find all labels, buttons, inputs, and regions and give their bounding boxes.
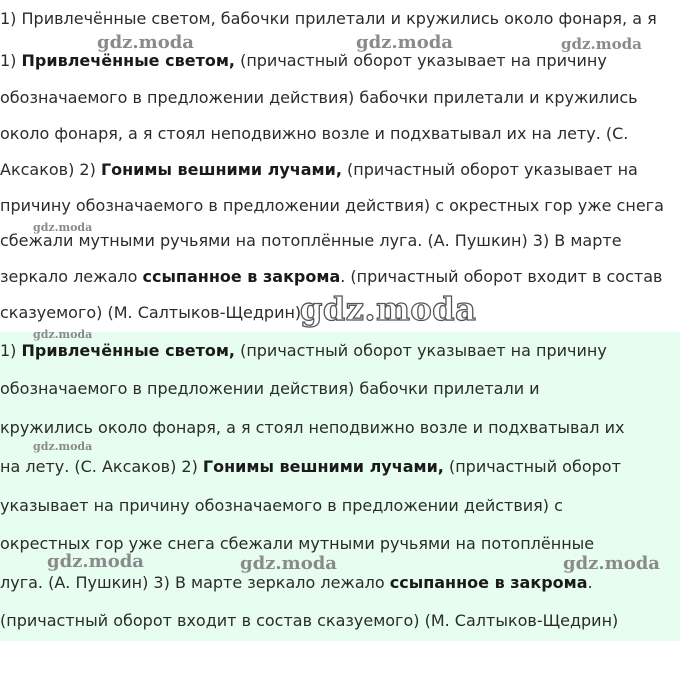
text-line: обозначаемого в предложении действия) бабочки прилетали и кружились [0,88,638,107]
bold-phrase: Гонимы вешними лучами, [100,160,342,179]
watermark: gdz.moda [47,551,144,572]
watermark: gdz.moda [561,35,642,53]
answer-line: окрестных гор уже снега сбежали мутными ручьями на потоплённые [0,534,595,553]
text-line: 1) Привлечённые светом, бабочки прилетали и кружились около фонаря, а я [0,9,657,28]
answer-line: 1) Привлечённые светом, (причастный оборот указывает на причину [0,341,607,360]
bold-phrase: Привлечённые светом, [21,341,235,360]
bold-phrase: ссыпанное в закрома [142,267,341,286]
text-line: сказуемого) (М. Салтыков-Щедрин) [0,303,302,322]
text-line: зеркало лежало ссыпанное в закрома. (причастный оборот входит в состав [0,267,663,286]
watermark: gdz.moda [356,32,453,53]
answer-line: на лету. (С. Аксаков) 2) Гонимы вешними лучами, (причастный оборот [0,457,621,476]
answer-line: (причастный оборот входит в состав сказуемого) (М. Салтыков-Щедрин) [0,611,619,630]
text-line: Аксаков) 2) Гонимы вешними лучами, (причастный оборот указывает на [0,160,638,179]
watermark: gdz.moda [240,553,337,574]
watermark: gdz.moda [33,328,93,341]
watermark: gdz.moda [33,221,93,234]
answer-line: кружились около фонаря, а я стоял неподвижно возле и подхватывал их [0,418,625,437]
watermark: gdz.moda [33,440,93,453]
watermark: gdz.moda [97,32,194,53]
text-line: 1) Привлечённые светом, (причастный оборот указывает на причину [0,51,607,70]
bold-phrase: ссыпанное в закрома [389,573,588,592]
answer-line: указывает на причину обозначаемого в предложении действия) с [0,496,563,515]
bold-phrase: Гонимы вешними лучами, [202,457,444,476]
answer-line: луга. (А. Пушкин) 3) В марте зеркало лежало ссыпанное в закрома. [0,573,593,592]
text-line: причину обозначаемого в предложении действия) с окрестных гор уже снега [0,196,664,215]
text-line: сбежали мутными ручьями на потоплённые луга. (А. Пушкин) 3) В марте [0,231,622,250]
watermark: gdz.moda [300,290,477,328]
answer-line: обозначаемого в предложении действия) бабочки прилетали и [0,379,540,398]
text-line: около фонаря, а я стоял неподвижно возле и подхватывал их на лету. (С. [0,124,629,143]
bold-phrase: Привлечённые светом, [21,51,235,70]
watermark: gdz.moda [563,553,660,574]
